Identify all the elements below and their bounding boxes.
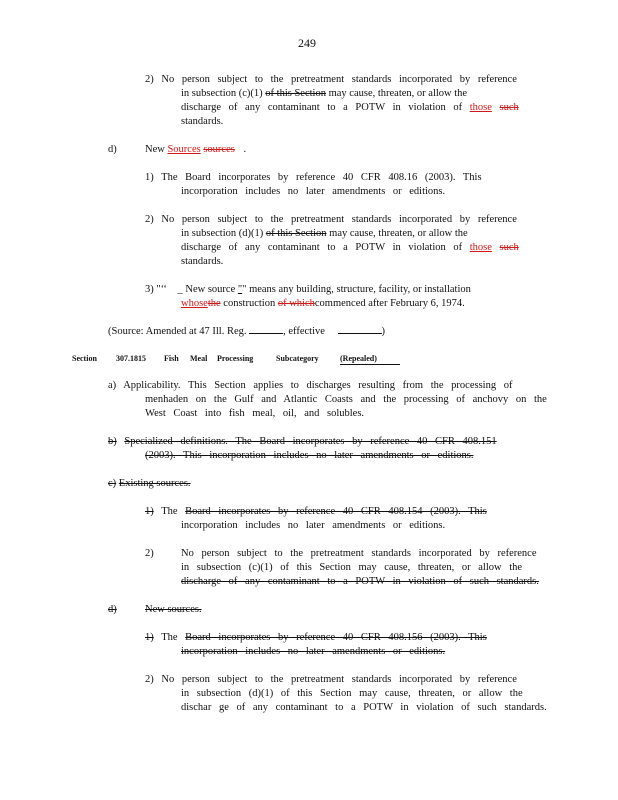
deleted-text: New sources. [145, 604, 202, 615]
text: , effective [283, 326, 325, 337]
paragraph-d1-line2: incorporation includes no later amendments or editions. [181, 186, 446, 197]
text: _ New source [177, 284, 236, 295]
deleted-text: d) [108, 604, 117, 615]
section-title-word: Meal [190, 354, 208, 363]
subsection-dd-heading [145, 604, 202, 615]
section-title-word: Fish [164, 354, 179, 363]
source-note [108, 324, 385, 337]
text: discharge of any contaminant to a POTW in violation of [181, 242, 463, 253]
paragraph-d3-line1 [145, 284, 471, 295]
subsection-d-heading [145, 144, 246, 155]
deleted-text: Board incorporates by reference 40 CFR 408.154 (2003). This [185, 506, 487, 517]
paragraph-a-line3: West Coast into fish meal, oil, and solubles. [145, 408, 365, 419]
deleted-text: of this Section [265, 228, 327, 239]
page-number: 249 [298, 36, 316, 50]
paragraph-c2b-number: 2) [145, 548, 154, 559]
text: ) [381, 326, 386, 337]
section-title-word: Subcategory [276, 354, 319, 363]
paragraph-c2b-line1: No person subject to the pretreatment standards incorporated by reference [181, 548, 537, 559]
subsection-c-heading [108, 478, 191, 489]
text: (Source: Amended at 47 Ill. Reg. [108, 326, 247, 337]
deleted-text: of this Section [265, 88, 326, 99]
deleted-text: 1) [145, 506, 154, 517]
text: commenced after February 6, 1974. [314, 298, 465, 309]
paragraph-a-line1: a) Applicability. This Section applies to discharges resulting from the processing of [108, 380, 513, 391]
paragraph-dd1-line1 [145, 632, 487, 643]
paragraph-d2-line1: 2) No person subject to the pretreatment standards incorporated by reference [145, 214, 517, 225]
paragraph-d3-line2 [181, 298, 465, 309]
deleted-text: Existing sources. [118, 478, 191, 489]
blank-line [249, 324, 283, 334]
paragraph-c2b-line3: discharge of any contaminant to a POTW in violation of such standards. [181, 576, 539, 587]
text: may cause, threaten, or allow the [328, 88, 468, 99]
paragraph-c2b-line2: in subsection (c)(1) of this Section may cause, threaten, or allow the [181, 562, 523, 573]
paragraph-dd2-line2: in subsection (d)(1) of this Section may cause, threaten, or allow the [181, 688, 523, 699]
paragraph-c1-line1 [145, 506, 487, 517]
paragraph-d1-line1: 1) The Board incorporates by reference 40 CFR 408.16 (2003). This [145, 172, 482, 183]
paragraph-dd1-line2: incorporation includes no later amendments or editions. [181, 646, 446, 657]
text: in subsection (d)(1) [181, 228, 264, 239]
paragraph-c1-line2: incorporation includes no later amendments or editions. [181, 520, 446, 531]
deleted-text: Specialized definitions. The Board incorporates by reference 40 CFR 408.151 [124, 436, 497, 447]
paragraph-c2-line2 [181, 88, 467, 99]
paragraph-d2-line4: standards. [181, 256, 224, 267]
paragraph-dd2-line3: dischar ge of any contaminant to a POTW in violation of such standards. [181, 702, 547, 713]
paragraph-c2-line4: standards. [181, 116, 224, 127]
deleted-text: such [499, 242, 519, 253]
section-label: Section [72, 354, 97, 363]
paragraph-c2-line3 [181, 102, 519, 113]
deleted-text: the [207, 298, 221, 309]
section-title-word: Processing [217, 354, 254, 363]
text: " means any building, structure, facility, or installation [242, 284, 471, 295]
section-number: 307.1815 [116, 354, 146, 363]
paragraph-d2-line2 [181, 228, 468, 239]
deleted-text: Board incorporates by reference 40 CFR 408.156 (2003). This [185, 632, 487, 643]
paragraph-b-line1 [108, 436, 497, 447]
deleted-text: b) [108, 436, 117, 447]
text: The [161, 506, 178, 517]
paragraph-c2-line1: 2) No person subject to the pretreatment standards incorporated by reference [145, 74, 517, 85]
blank-line [338, 324, 382, 334]
text: may cause, threaten, or allow the [329, 228, 468, 239]
subsection-dd-label [108, 604, 117, 615]
text: The [161, 632, 178, 643]
paragraph-a-line2: menhaden on the Gulf and Atlantic Coasts and the processing of anchovy on the [145, 394, 547, 405]
text: in subsection (c)(1) [181, 88, 263, 99]
section-status: (Repealed) [340, 354, 377, 363]
deleted-text: of which [277, 298, 315, 309]
deleted-text: c) [108, 478, 117, 489]
paragraph-b-line2: (2003). This incorporation includes no later amendments or editions. [145, 450, 474, 461]
inserted-text: those [469, 102, 492, 113]
text: discharge of any contaminant to a POTW in violation of [181, 102, 463, 113]
deleted-text: sources [203, 144, 235, 155]
inserted-text: Sources [167, 144, 201, 155]
paragraph-d2-line3 [181, 242, 519, 253]
inserted-text: whose [181, 298, 208, 309]
inserted-text: those [469, 242, 492, 253]
subsection-d-label: d) [108, 144, 117, 155]
text: construction [223, 298, 276, 309]
deleted-text: 1) [145, 632, 154, 643]
text: . [243, 144, 247, 155]
paragraph-dd2-line1: 2) No person subject to the pretreatment standards incorporated by reference [145, 674, 517, 685]
text: New [145, 144, 165, 155]
text: 3) "‘‘ [145, 284, 167, 295]
text: " [237, 284, 243, 295]
underline [340, 364, 400, 365]
deleted-text: such [499, 102, 519, 113]
